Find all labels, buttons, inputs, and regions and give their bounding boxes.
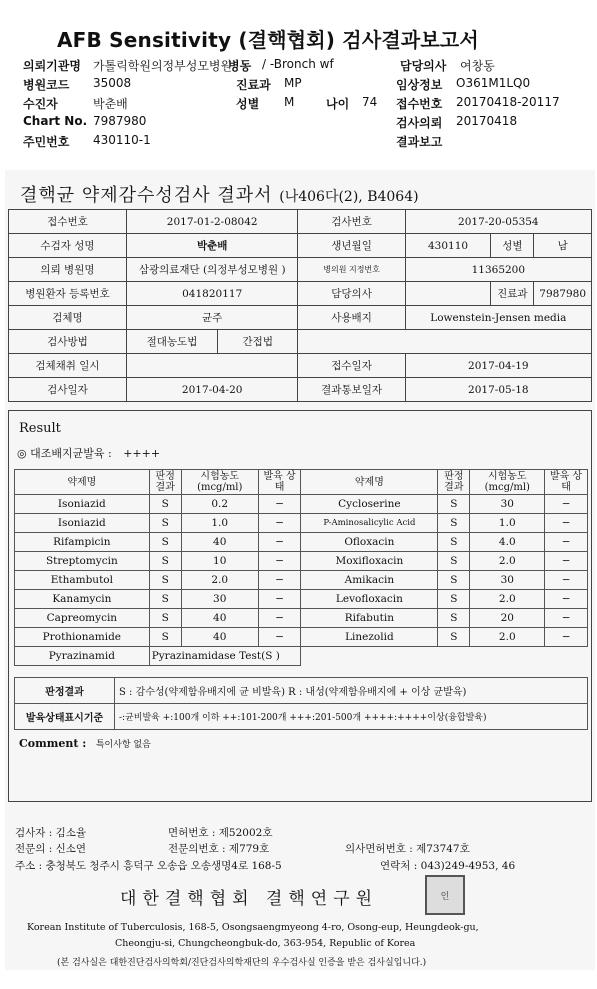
info-value: 041820117 [126, 282, 298, 306]
drug-cell: − [545, 495, 588, 514]
legend-row [15, 678, 588, 704]
drug-cell: S [149, 514, 181, 533]
drug-cell: Rifabutin [301, 609, 438, 628]
license-number: 면허번호 : 제52002호 [168, 827, 273, 839]
value-hospital-code: 35008 [93, 76, 132, 90]
drug-cell: − [258, 609, 301, 628]
label-receipt-no: 접수번호 [396, 97, 443, 111]
drug-cell: − [258, 533, 301, 552]
label-clinical-info: 임상정보 [396, 78, 443, 92]
header-judgement: 판정 결과 [149, 470, 181, 495]
info-table [8, 209, 592, 402]
header-drug: 약제명 [15, 470, 150, 495]
official-seal: 인 [425, 875, 465, 915]
value-ward: / -Bronch wf [262, 57, 334, 71]
pza-value: Pyrazinamidase Test(S ) [149, 647, 301, 666]
inspector: 검사자 : 김소율 [15, 827, 87, 839]
drug-cell: Isoniazid [15, 514, 150, 533]
value-chart-no: 7987980 [93, 114, 147, 128]
info-label: 검사일자 [9, 378, 127, 402]
info-value: 2017-04-19 [405, 354, 591, 378]
legend-table [14, 677, 588, 730]
label-result-report: 결과보고 [396, 135, 443, 149]
legend-row [15, 704, 588, 730]
info-label: 검체명 [9, 306, 127, 330]
drug-cell: − [545, 571, 588, 590]
report-title-code: (나406다(2), B4064) [279, 189, 419, 205]
drug-cell: Levofloxacin [301, 590, 438, 609]
label-resident-no: 주민번호 [23, 135, 70, 149]
info-label: 검사방법 [9, 330, 127, 354]
control-label: ◎ 대조배지균발육 : [17, 447, 112, 460]
drug-cell: S [149, 609, 181, 628]
comment-label: Comment : [19, 737, 87, 750]
drug-cell: S [438, 552, 470, 571]
label-chart-no: Chart No. [23, 114, 88, 128]
info-value [126, 354, 298, 378]
drug-cell: − [545, 609, 588, 628]
label-hospital-code: 병원코드 [23, 78, 70, 92]
doctor-license: 의사면허번호 : 제73747호 [345, 843, 470, 855]
drug-cell: S [438, 495, 470, 514]
drug-cell: − [258, 552, 301, 571]
drug-row [15, 628, 588, 647]
drug-cell: S [149, 628, 181, 647]
drug-cell: S [438, 609, 470, 628]
drug-header-row [15, 470, 588, 495]
drug-cell: S [438, 628, 470, 647]
report-title [20, 181, 419, 207]
header-growth: 발육 상태 [545, 470, 588, 495]
label-doctor: 담당의사 [400, 59, 447, 73]
drug-cell: Isoniazid [15, 495, 150, 514]
info-row [9, 282, 592, 306]
institute-address-en-1: Korean Institute of Tuberculosis, 168-5, Osongsaengmyeong 4-ro, Osong-eup, Heungdeok-gu, [27, 922, 479, 933]
drug-cell: − [258, 571, 301, 590]
info-label: 검사번호 [298, 210, 405, 234]
info-value: 간접법 [218, 330, 298, 354]
info-label: 병원환자 등록번호 [9, 282, 127, 306]
drug-cell: Ofloxacin [301, 533, 438, 552]
info-value: 2017-04-20 [126, 378, 298, 402]
label-patient: 수진자 [23, 97, 58, 111]
info-label: 진료과 [491, 282, 534, 306]
drug-row [15, 514, 588, 533]
drug-cell: 20 [470, 609, 545, 628]
drug-cell: Linezolid [301, 628, 438, 647]
legend-text: S : 감수성(약제함유배지에 균 비발육) R : 내성(약제함유배지에 + 이상 균발육) [115, 678, 588, 704]
info-row [9, 258, 592, 282]
header-row-1 [23, 57, 495, 74]
info-label: 병의원 지정번호 [298, 258, 405, 282]
label-request-date: 검사의뢰 [396, 116, 443, 130]
info-value: Lowenstein-Jensen media [405, 306, 591, 330]
drug-cell: 30 [470, 571, 545, 590]
info-row [9, 354, 592, 378]
institute-name: 대한결핵협회 결핵연구원 [120, 889, 379, 909]
drug-cell: Streptomycin [15, 552, 150, 571]
legend-text: -:균비발육 +:100개 이하 ++:101-200개 +++:201-500개 ++++:++++이상(융합발육) [115, 704, 588, 730]
drug-cell: S [438, 590, 470, 609]
drug-cell: 40 [181, 533, 258, 552]
drug-cell: Prothionamide [15, 628, 150, 647]
drug-cell: 2.0 [181, 571, 258, 590]
info-value: 2017-05-18 [405, 378, 591, 402]
header-row-4 [23, 114, 517, 131]
phone: 연락처 : 043)249-4953, 46 [380, 860, 516, 872]
value-clinical-info: O361M1LQ0 [456, 76, 531, 90]
info-label: 접수번호 [9, 210, 127, 234]
drug-cell: 10 [181, 552, 258, 571]
result-section [8, 410, 592, 802]
drug-cell: 2.0 [470, 628, 545, 647]
control-growth [17, 445, 160, 461]
header-row-3 [23, 95, 560, 112]
info-value: 균주 [126, 306, 298, 330]
drug-cell: − [545, 590, 588, 609]
pza-row [15, 647, 588, 666]
info-row [9, 330, 592, 354]
drug-row [15, 533, 588, 552]
drug-cell: S [438, 571, 470, 590]
comment-value: 특이사항 없음 [95, 740, 151, 750]
value-receipt-no: 20170418-20117 [456, 95, 560, 109]
drug-cell: − [545, 628, 588, 647]
info-value [298, 330, 592, 354]
info-row [9, 378, 592, 402]
drug-cell: Capreomycin [15, 609, 150, 628]
drug-cell: 4.0 [470, 533, 545, 552]
value-institution: 가톨릭학원의정부성모병원 [93, 59, 233, 73]
info-value: 430110 [405, 234, 491, 258]
value-request-date: 20170418 [456, 114, 518, 128]
drug-cell: S [149, 590, 181, 609]
header-concentration: 시험농도 (mcg/ml) [470, 470, 545, 495]
drug-cell: S [149, 552, 181, 571]
info-row [9, 234, 592, 258]
drug-cell: Moxifloxacin [301, 552, 438, 571]
result-label: Result [19, 421, 61, 436]
value-age: 74 [362, 95, 378, 109]
legend-label: 발육상태표시기준 [15, 704, 115, 730]
specialist-number: 전문의번호 : 제779호 [168, 843, 270, 855]
drug-cell: 30 [181, 590, 258, 609]
header-judgement: 판정 결과 [438, 470, 470, 495]
pza-name: Pyrazinamid [15, 647, 150, 666]
drug-cell: 30 [470, 495, 545, 514]
info-value: 2017-20-05354 [405, 210, 591, 234]
drug-cell: Rifampicin [15, 533, 150, 552]
drug-cell: S [438, 533, 470, 552]
report-title-text: 결핵균 약제감수성검사 결과서 [20, 185, 273, 206]
drug-cell: Ethambutol [15, 571, 150, 590]
drug-cell: S [149, 533, 181, 552]
header-row-5 [23, 133, 456, 150]
drug-row [15, 571, 588, 590]
info-value: 7987980 [534, 282, 592, 306]
info-label: 검체채취 일시 [9, 354, 127, 378]
pza-empty [301, 647, 588, 666]
info-label: 담당의사 [298, 282, 405, 306]
control-value: ++++ [123, 447, 161, 460]
header-row-2 [23, 76, 530, 93]
page-title: AFB Sensitivity (결핵협회) 검사결과보고서 [57, 28, 479, 52]
info-row [9, 306, 592, 330]
info-label: 수검자 성명 [9, 234, 127, 258]
drug-cell: S [438, 514, 470, 533]
drug-cell: − [545, 514, 588, 533]
specialist: 전문의 : 신소연 [15, 843, 87, 855]
label-sex: 성별 [236, 97, 260, 111]
info-row [9, 210, 592, 234]
drug-cell: − [258, 628, 301, 647]
certification-note: (본 검사실은 대한진단검사의학회/진단검사의학재단의 우수검사실 인증을 받은 검사실입니다.) [57, 958, 427, 968]
drug-row [15, 590, 588, 609]
header-growth: 발육 상태 [258, 470, 301, 495]
address: 주소 : 충청북도 청주시 흥덕구 오송읍 오송생명4로 168-5 [15, 860, 282, 872]
info-value: 삼광의료재단 (의정부성모병원 ) [126, 258, 298, 282]
drug-row [15, 609, 588, 628]
drug-cell: 40 [181, 609, 258, 628]
drug-cell: Cycloserine [301, 495, 438, 514]
info-value: 절대농도법 [126, 330, 217, 354]
institute-address-en-2: Cheongju-si, Chungcheongbuk-do, 363-954, Republic of Korea [115, 938, 416, 949]
value-doctor: 여창동 [460, 59, 495, 73]
info-label: 성별 [491, 234, 534, 258]
drug-table [14, 469, 588, 666]
drug-cell: 1.0 [470, 514, 545, 533]
drug-row [15, 495, 588, 514]
drug-cell: 2.0 [470, 590, 545, 609]
drug-cell: Kanamycin [15, 590, 150, 609]
drug-cell: 40 [181, 628, 258, 647]
drug-cell: 1.0 [181, 514, 258, 533]
info-value [405, 282, 491, 306]
info-value: 박춘배 [126, 234, 298, 258]
drug-cell: − [258, 514, 301, 533]
value-patient: 박춘배 [93, 97, 128, 111]
legend-label: 판정결과 [15, 678, 115, 704]
drug-cell: S [149, 495, 181, 514]
header-drug: 약제명 [301, 470, 438, 495]
drug-cell: S [149, 571, 181, 590]
drug-cell: − [258, 590, 301, 609]
drug-cell: − [545, 533, 588, 552]
info-value: 2017-01-2-08042 [126, 210, 298, 234]
drug-cell: Amikacin [301, 571, 438, 590]
value-sex: M [284, 95, 295, 109]
header-concentration: 시험농도 (mcg/ml) [181, 470, 258, 495]
value-dept: MP [284, 76, 302, 90]
drug-cell: 2.0 [470, 552, 545, 571]
info-label: 생년월일 [298, 234, 405, 258]
drug-cell: − [258, 495, 301, 514]
comment [19, 737, 151, 750]
value-resident-no: 430110-1 [93, 133, 151, 147]
drug-cell: − [545, 552, 588, 571]
info-label: 접수일자 [298, 354, 405, 378]
info-value: 남 [534, 234, 592, 258]
label-age: 나이 [326, 97, 350, 111]
info-label: 의뢰 병원명 [9, 258, 127, 282]
label-ward: 병동 [228, 59, 252, 73]
drug-row [15, 552, 588, 571]
label-dept: 진료과 [236, 78, 271, 92]
drug-cell: P-Aminosalicylic Acid [301, 514, 438, 533]
info-label: 결과통보일자 [298, 378, 405, 402]
info-label: 사용배지 [298, 306, 405, 330]
label-institution: 의뢰기관명 [23, 59, 81, 73]
drug-cell: 0.2 [181, 495, 258, 514]
info-value: 11365200 [405, 258, 591, 282]
